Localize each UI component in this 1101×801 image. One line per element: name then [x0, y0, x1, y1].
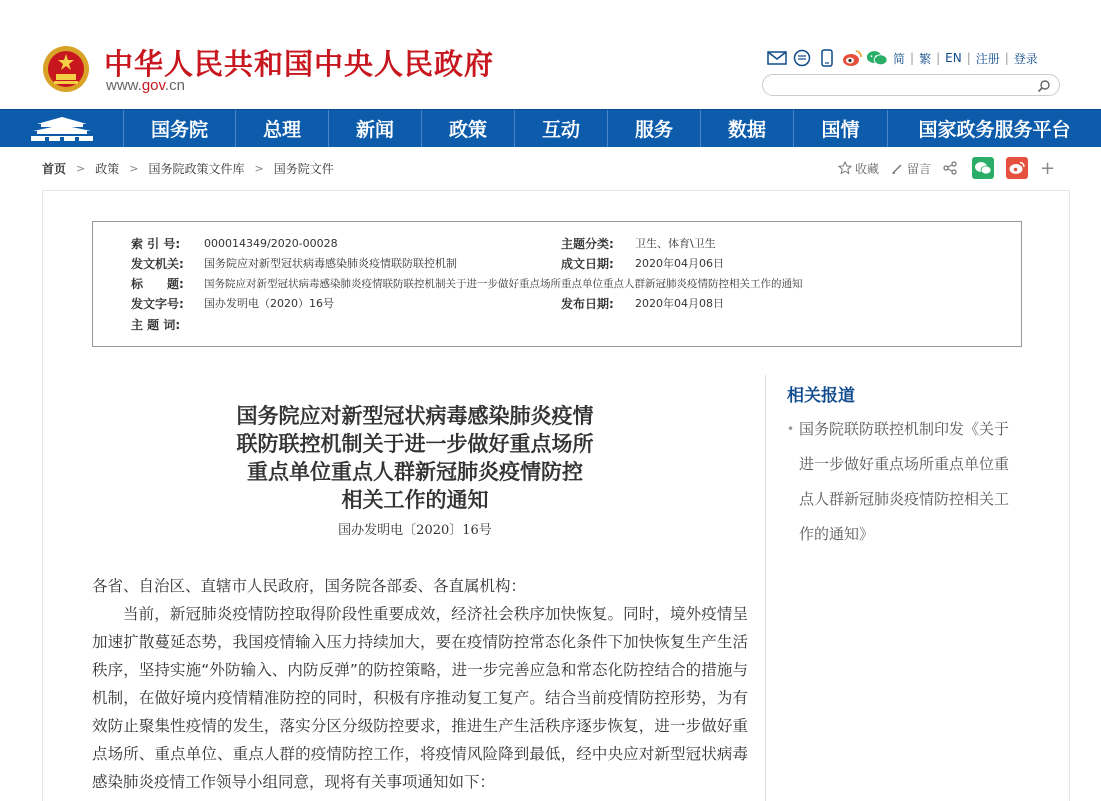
- meta-publish-date-label: 发布日期:: [561, 297, 614, 311]
- related-report-link[interactable]: • 国务院联防联控机制印发《关于进一步做好重点场所重点单位重点人群新冠肺炎疫情防控相关工作的通知》: [787, 412, 1019, 552]
- comment-button[interactable]: [891, 160, 931, 177]
- article-paragraph: 当前，新冠肺炎疫情防控取得阶段性重要成效，经济社会秩序加快恢复。同时，境外疫情呈加速扩散蔓延态势，我国疫情输入压力持续加大，要在疫情防控常态化条件下加快恢复生产生活秩序，坚持实施“外防输入、内防反弹”的防控策略，进一步完善应急和常态化防控结合的措施与机制，在做好境内疫情精准防控的同时，积极有序推动复工复产。结合当前疫情防控形势，为有效防止聚集性疫情的发生，落实分区分级防控要求，推进生产生活秩序逐步恢复，进一步做好重点场所、重点单位、重点人群的疫情防控工作，将疫情风险降到最低，经中央应对新型冠状病毒感染肺炎疫情工作领导小组同意，现将有关事项通知如下：: [92, 605, 748, 791]
- chevron-right-icon: >: [254, 161, 264, 175]
- nav-state-council[interactable]: 国务院: [124, 110, 236, 147]
- favorite-label: 收藏: [855, 161, 880, 176]
- register-link[interactable]: 注册: [975, 51, 1000, 66]
- meta-category-value: 卫生、体育\卫生: [635, 237, 716, 250]
- meta-row: [93, 294, 1023, 314]
- sidebar-divider: [765, 375, 766, 801]
- article-title-line: 相关工作的通知: [341, 487, 489, 512]
- message-icon[interactable]: [791, 48, 813, 68]
- nav-policies[interactable]: 政策: [422, 110, 515, 147]
- meta-doc-number-label: 发文字号:: [131, 297, 184, 311]
- nav-services[interactable]: 服务: [608, 110, 701, 147]
- meta-doc-number-value: 国办发明电（2020）16号: [204, 297, 334, 310]
- share-icon[interactable]: [943, 161, 960, 175]
- related-reports-list: [787, 412, 1019, 552]
- wechat-icon[interactable]: [866, 48, 888, 68]
- article-tools: [838, 156, 1055, 180]
- article-salutation: 各省、自治区、直辖市人民政府，国务院各部委、各直属机构：: [92, 577, 527, 595]
- search-icon[interactable]: [1037, 79, 1051, 93]
- meta-written-date-label: 成文日期:: [561, 257, 614, 271]
- meta-index-value: 000014349/2020-00028: [204, 237, 338, 250]
- favorite-button[interactable]: [838, 160, 879, 177]
- article-doc-number: 国办发明电〔2020〕16号: [338, 523, 492, 538]
- article-title-line: 重点单位重点人群新冠肺炎疫情防控: [247, 459, 583, 484]
- login-link[interactable]: 登录: [1013, 51, 1038, 66]
- meta-issuer-label: 发文机关:: [131, 257, 184, 271]
- nav-items: [124, 110, 1101, 147]
- lang-english-link[interactable]: EN: [945, 51, 962, 65]
- chevron-right-icon: >: [76, 161, 86, 175]
- document-meta-table: [92, 221, 1022, 347]
- breadcrumb: [42, 158, 334, 178]
- lang-simplified-link[interactable]: 简: [893, 51, 906, 66]
- site-url-suffix: .cn: [164, 77, 185, 94]
- site-title[interactable]: 中华人民共和国中央人民政府: [104, 47, 495, 81]
- search-box: [762, 74, 1060, 96]
- star-icon: [838, 161, 852, 175]
- breadcrumb-state-council-docs[interactable]: 国务院文件: [273, 161, 334, 176]
- chevron-right-icon: >: [129, 161, 139, 175]
- article-body: [92, 572, 748, 796]
- meta-written-date-value: 2020年04月06日: [635, 257, 724, 270]
- separator: |: [1004, 51, 1009, 65]
- breadcrumb-policy[interactable]: 政策: [95, 161, 120, 176]
- top-links: [766, 47, 1040, 69]
- search-input[interactable]: [775, 77, 1025, 93]
- article-title-line: 联防联控机制关于进一步做好重点场所: [236, 431, 594, 456]
- nav-data[interactable]: 数据: [701, 110, 794, 147]
- separator: |: [910, 51, 915, 65]
- meta-publish-date-value: 2020年04月08日: [635, 297, 724, 310]
- nav-gov-service-platform[interactable]: 国家政务服务平台: [918, 119, 1071, 141]
- article-title: [190, 402, 640, 514]
- breadcrumb-home[interactable]: 首页: [42, 161, 67, 176]
- meta-row: [93, 254, 1023, 274]
- site-url[interactable]: [106, 77, 185, 94]
- breadcrumb-policy-library[interactable]: 国务院政策文件库: [148, 161, 245, 176]
- national-emblem-icon[interactable]: [42, 44, 90, 94]
- lang-traditional-link[interactable]: 繁: [919, 51, 932, 66]
- meta-title-value: 国务院应对新型冠状病毒感染肺炎疫情联防联控机制关于进一步做好重点场所重点单位重点人群新冠肺炎疫情防控相关工作的通知: [204, 278, 803, 290]
- meta-category-label: 主题分类:: [561, 237, 614, 251]
- nav-interaction[interactable]: 互动: [515, 110, 608, 147]
- meta-row: [93, 315, 1023, 335]
- meta-issuer-value: 国务院应对新型冠状病毒感染肺炎疫情联防联控机制: [204, 257, 457, 270]
- nav-premier[interactable]: 总理: [236, 110, 329, 147]
- nav-news[interactable]: 新闻: [329, 110, 422, 147]
- tiananmen-icon: [29, 116, 95, 142]
- related-reports-title: 相关报道: [787, 386, 855, 406]
- article-title-line: 国务院应对新型冠状病毒感染肺炎疫情: [236, 403, 594, 428]
- meta-row: [93, 274, 1023, 294]
- site-url-prefix: www.: [106, 77, 142, 94]
- mail-icon[interactable]: [766, 48, 788, 68]
- more-share-icon[interactable]: +: [1040, 157, 1056, 179]
- share-weibo-icon[interactable]: [1006, 157, 1028, 179]
- meta-keywords-label: 主 题 词:: [131, 318, 181, 332]
- meta-title-label: 标 题:: [131, 277, 184, 291]
- site-url-brand: gov: [141, 77, 165, 94]
- nav-national-info[interactable]: 国情: [794, 110, 888, 147]
- share-wechat-icon[interactable]: [972, 157, 994, 179]
- comment-label: 留言: [907, 161, 932, 176]
- meta-index-label: 索 引 号:: [131, 237, 181, 251]
- pencil-icon: [891, 162, 904, 175]
- separator: |: [936, 51, 941, 65]
- meta-row: [93, 234, 1023, 254]
- site-header: [0, 0, 1101, 109]
- main-nav: [0, 109, 1101, 147]
- separator: |: [966, 51, 971, 65]
- weibo-icon[interactable]: [841, 48, 863, 68]
- mobile-icon[interactable]: [816, 48, 838, 68]
- nav-home[interactable]: [0, 110, 124, 147]
